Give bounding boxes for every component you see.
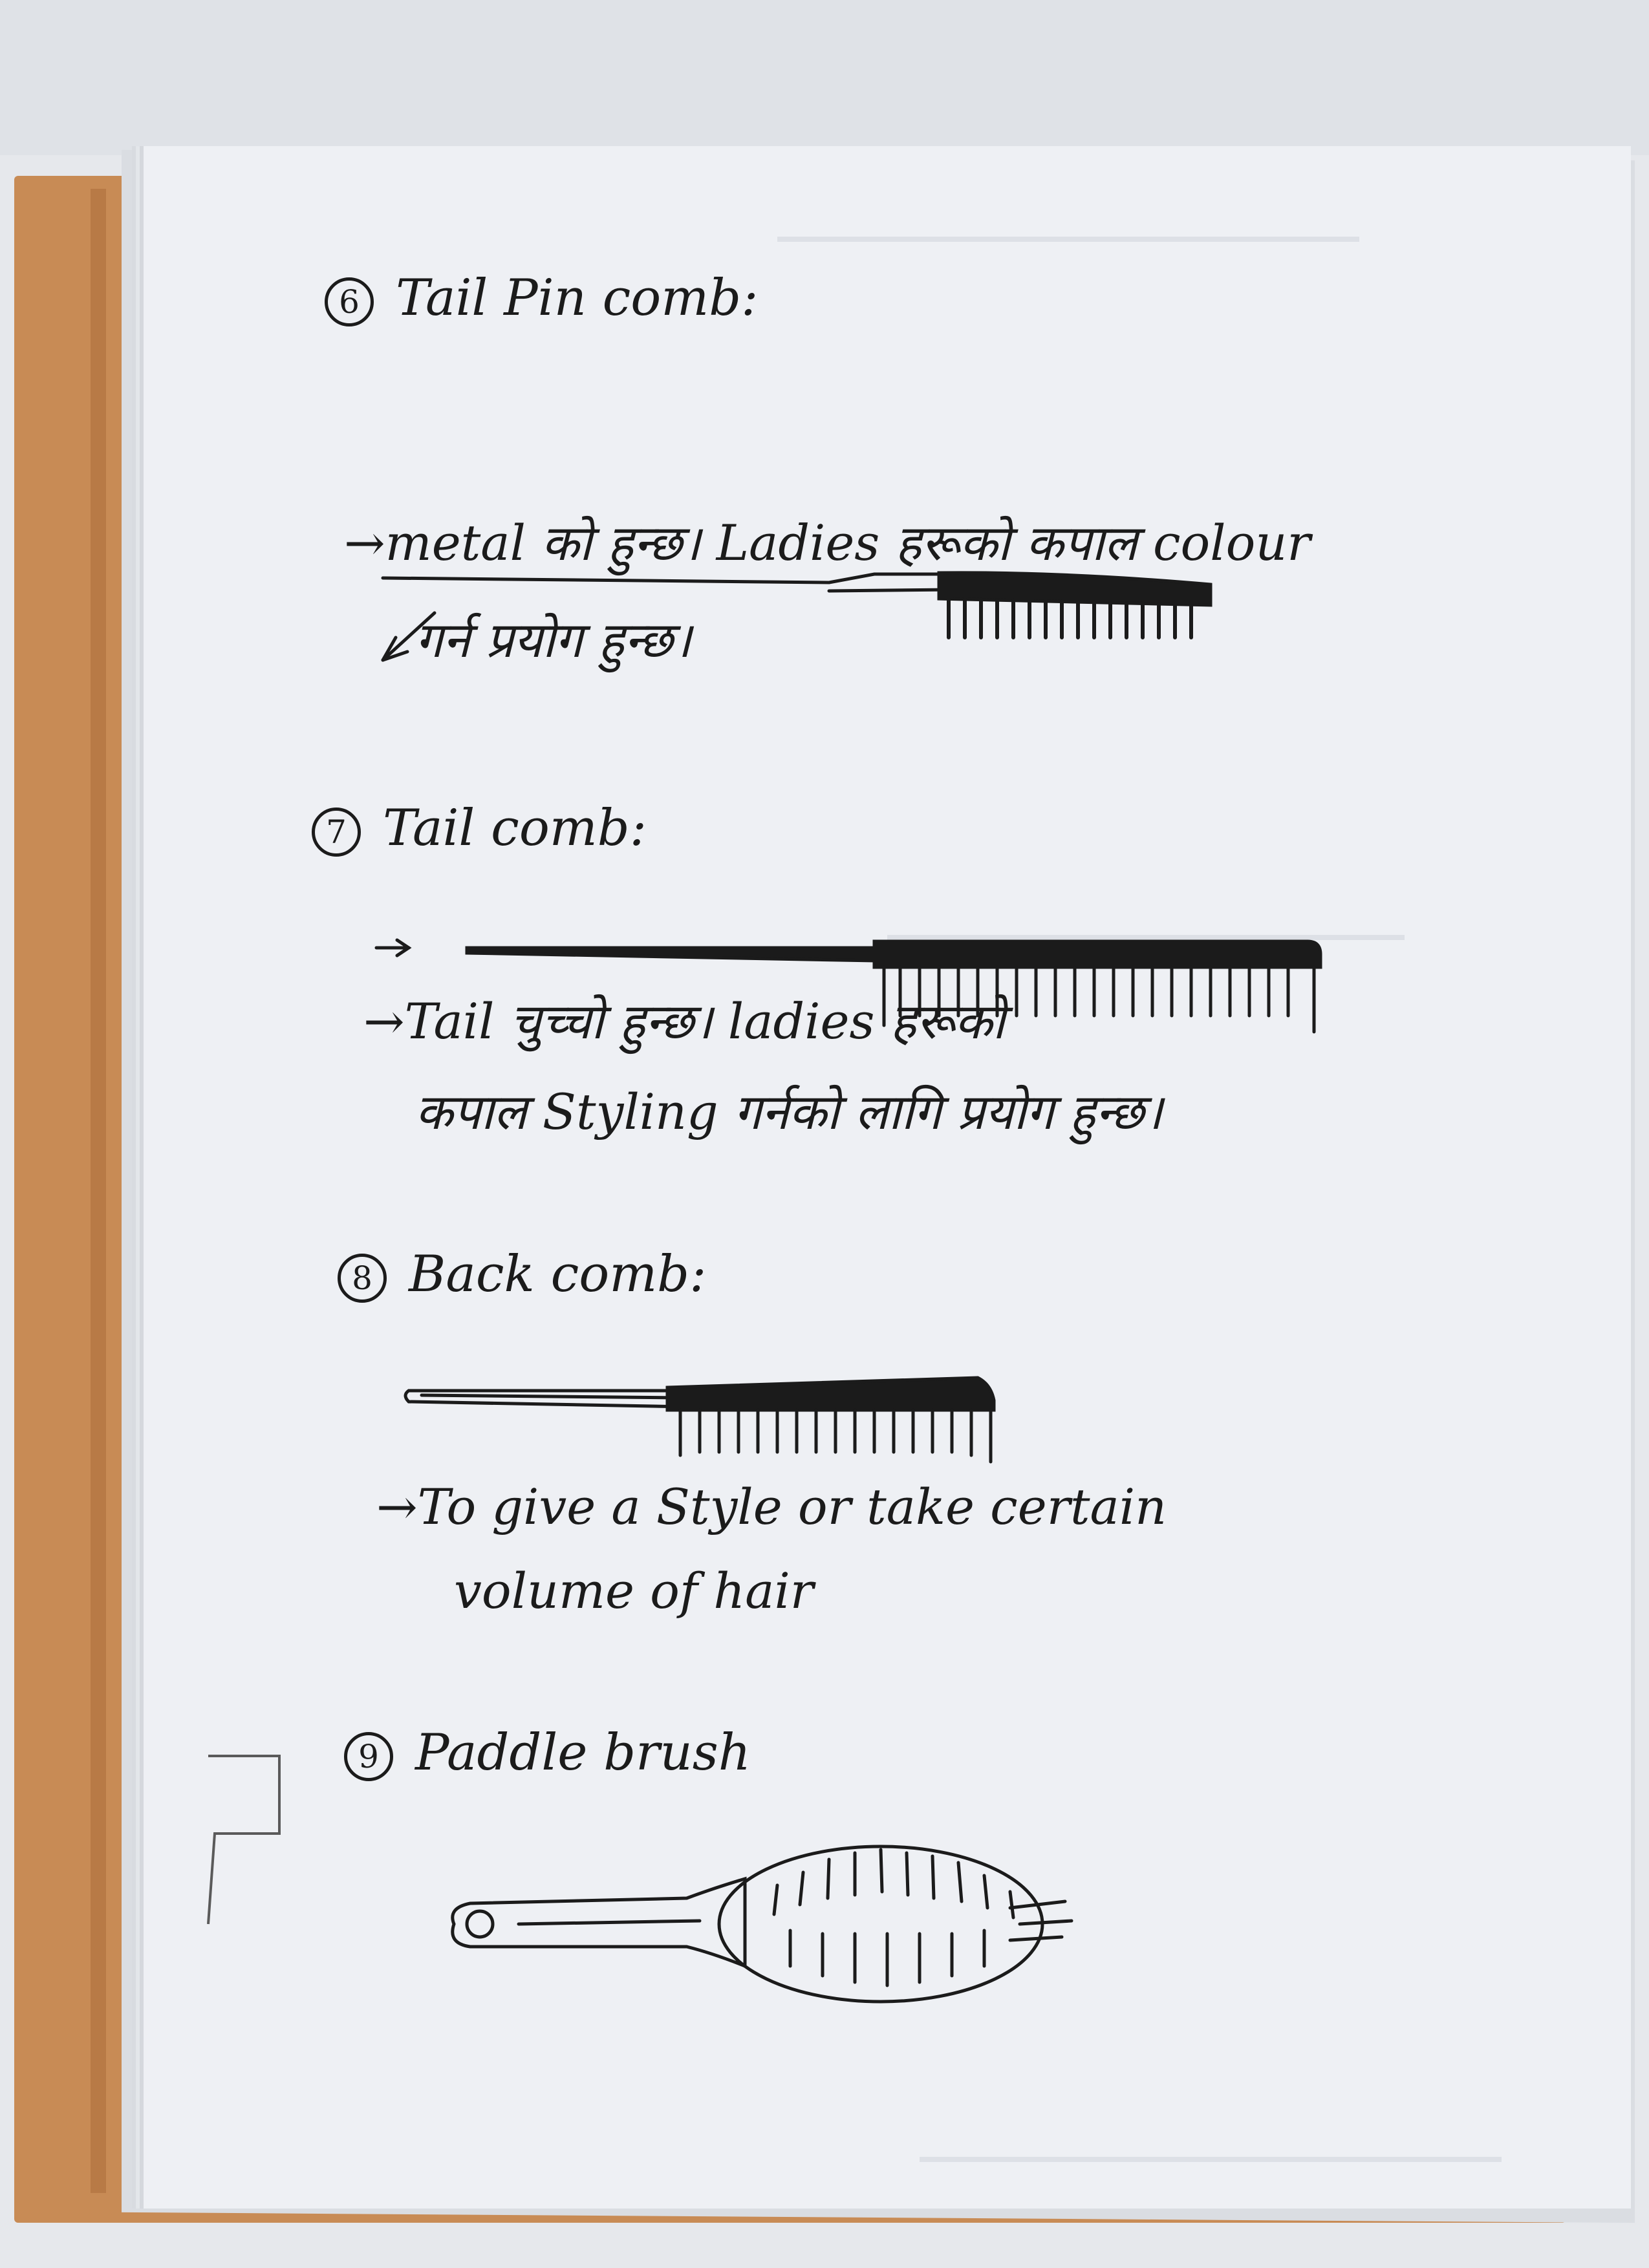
margin-bracket-mark [195,1743,292,1937]
back-comb-drawing [396,1362,1042,1491]
scanner-background [0,0,1649,155]
section-number: 6 [325,277,374,326]
show-through-mark [777,237,1359,242]
section-7-heading [312,799,647,857]
section-number: 8 [338,1254,387,1303]
section-7-line-2: कपाल Styling गर्नको लागि प्रयोग हुन्छ। [415,1083,1163,1140]
section-title: Tail Pin comb: [396,269,759,327]
section-6-line-2: गर्न प्रयोग हुन्छ। [415,611,692,669]
section-6-line-1: →metal को हुन्छ। Ladies हरूको कपाल colour [344,514,1311,572]
section-8-line-1: →To give a Style or take certain [376,1478,1167,1535]
section-8-line-2: volume of hair [454,1562,814,1620]
paddle-brush-drawing [441,1827,1088,2034]
notebook-page [144,146,1631,2209]
section-7-line-1: →Tail चुच्चो हुन्छ। ladies हरूको [363,992,1006,1050]
section-number: 7 [312,808,361,857]
show-through-mark [920,2157,1502,2162]
section-6-heading [325,269,758,327]
section-title: Paddle brush [415,1724,751,1782]
section-9-heading [344,1724,751,1782]
section-title: Back comb: [409,1245,707,1303]
section-title: Tail comb: [383,799,647,857]
notebook-cover-edge [91,189,106,2193]
section-number: 9 [344,1732,393,1781]
section-8-heading [338,1245,706,1303]
